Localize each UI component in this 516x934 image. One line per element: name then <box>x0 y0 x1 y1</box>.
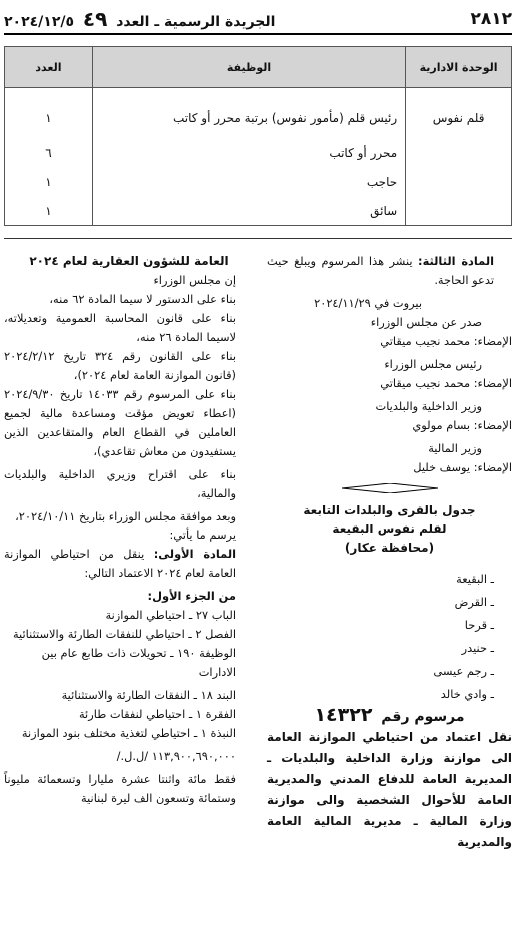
table-row <box>5 196 512 226</box>
villages-title: جدول بالقرى والبلدات التابعة <box>303 503 476 517</box>
villages-list <box>267 568 512 706</box>
page-header <box>4 6 512 32</box>
preamble-line: بناء على الدستور لا سيما المادة ٦٢ منه، <box>49 292 236 306</box>
signature-2: الإمضاء: محمد نجيب ميقاتي <box>380 376 512 390</box>
decree-label: مرسوم رقم <box>381 709 465 725</box>
table-cell-unit <box>406 167 512 196</box>
table-row <box>5 167 512 196</box>
finance-minister: وزير المالية <box>428 441 482 455</box>
signature-1: الإمضاء: محمد نجيب ميقاتي <box>380 334 512 348</box>
decree-number: ١٤٣٢٢ <box>314 704 373 726</box>
table-row <box>5 138 512 167</box>
table-cell-count: ١ <box>5 88 93 139</box>
list-item: ـ القرض <box>454 595 494 609</box>
decree-clause: يرسم ما يأتي: <box>169 528 236 542</box>
section-divider <box>4 238 512 239</box>
budget-line: الوظيفة ١٩٠ ـ تحويلات ذات طابع عام بين الادارات <box>41 646 236 679</box>
issue-date: ٢٠٢٤/١٢/٥ <box>4 14 75 30</box>
article-3-text: ينشر هذا المرسوم ويبلغ حيث تدعو الحاجة. <box>267 254 494 287</box>
gazette-name: الجريدة الرسمية ـ العدد <box>116 14 276 30</box>
preamble-line: بناء على اقتراح وزيري الداخلية والبلديات والمالية، <box>4 467 236 500</box>
list-item: ـ وادي خالد <box>440 687 494 701</box>
table-cell-count: ١ <box>5 196 93 226</box>
table-cell-job: حاجب <box>92 167 405 196</box>
list-item: ـ البقيعة <box>456 572 494 586</box>
villages-subtitle: لقلم نفوس البقيعة <box>332 522 447 536</box>
table-cell-count: ١ <box>5 167 93 196</box>
list-item: ـ حنيدر <box>461 641 494 655</box>
list-item: ـ قرحا <box>464 618 494 632</box>
article-3 <box>267 252 512 290</box>
diamond-divider-icon <box>342 483 438 493</box>
budget-line: الفصل ٢ ـ احتياطي للنفقات الطارئة والاستثنائية <box>12 627 236 641</box>
amount-words: فقط مائة واثنتا عشرة مليارا وتسعمائة مليوناً وستمائة وتسعون الف ليرة لبنانية <box>4 772 236 805</box>
issue-number: ٤٩ <box>82 7 108 31</box>
header-rule <box>4 33 512 35</box>
table-cell-unit: قلم نفوس <box>406 88 512 139</box>
preamble-line: بناء على المرسوم رقم ١٤٠٣٣ تاريخ ٢٠٢٤/٩/٣٠ (اعطاء تعويض مؤقت ومساعدة مالية لجميع العاملين في القطاع العام والمتقاعدين الذين يستفيدون من معاش تقاعدي)، <box>4 387 236 458</box>
budget-line: الباب ٢٧ ـ احتياطي الموازنة <box>105 608 236 622</box>
preamble-line: بناء على القانون رقم ٣٢٤ تاريخ ٢٠٢٤/٢/١٢ (قانون الموازنة العامة لعام ٢٠٢٤)، <box>4 349 237 382</box>
right-column <box>267 252 512 853</box>
decree-heading <box>267 706 512 727</box>
preamble-line: إن مجلس الوزراء <box>153 273 236 287</box>
article-3-label: المادة الثالثة: <box>418 254 495 268</box>
signature-3: الإمضاء: بسام مولوي <box>412 418 512 432</box>
column-header-job: الوظيفة <box>92 47 405 88</box>
page-number: ٢٨١٢ <box>470 9 512 29</box>
table-cell-count: ٦ <box>5 138 93 167</box>
article-1-label: المادة الأولى: <box>153 547 236 561</box>
staff-table <box>4 46 512 226</box>
table-cell-job: محرر أو كاتب <box>92 138 405 167</box>
signature-4: الإمضاء: يوسف خليل <box>413 460 512 474</box>
table-row <box>5 88 512 139</box>
column-header-count: العدد <box>5 47 93 88</box>
table-cell-unit <box>406 138 512 167</box>
budget-line: البند ١٨ ـ النفقات الطارئة والاستثنائية <box>61 688 236 702</box>
column-header-unit: الوحدة الادارية <box>406 47 512 88</box>
list-item: ـ رجم عيسى <box>433 664 494 678</box>
decree-title: نقل اعتماد من احتياطي الموازنة العامة الى موازنة وزارة الداخلية والبلديات ـ المديرية العامة للدفاع المدني والمديرية العامة للأحوال الشخصية والى موازنة وزارة المالية ـ مديرية المالية العامة والمديرية <box>267 730 512 849</box>
interior-minister: وزير الداخلية والبلديات <box>375 399 482 413</box>
table-cell-job: رئيس قلم (مأمور نفوس) برتبة محرر أو كاتب <box>92 88 405 139</box>
article-1-text: ينقل من احتياطي الموازنة العامة لعام ٢٠٢٤ الاعتماد التالي: <box>4 547 236 580</box>
issued-by: صدر عن مجلس الوزراء <box>370 315 482 329</box>
amount: ١١٣,٩٠٠,٦٩٠,٠٠٠ /ل.ل./ <box>116 749 236 763</box>
budget-line: الفقرة ١ ـ احتياطي لنفقات طارئة <box>78 707 236 721</box>
gazette-issue-line <box>4 7 275 31</box>
preamble-line: بناء على قانون المحاسبة العمومية وتعديلاته، لاسيما المادة ٢٦ منه، <box>4 311 236 344</box>
table-cell-job: سائق <box>92 196 405 226</box>
villages-region: (محافظة عكار) <box>344 541 435 555</box>
budget-line: النبذة ١ ـ احتياطي لتغذية مختلف بنود الموازنة <box>21 726 236 740</box>
table-cell-unit <box>406 196 512 226</box>
preamble-line: وبعد موافقة مجلس الوزراء بتاريخ ٢٠٢٤/١٠/١١، <box>15 509 236 523</box>
article-1 <box>4 545 254 583</box>
decree-title-continued: العامة للشؤون العقارية لعام ٢٠٢٤ <box>29 254 229 268</box>
date-place: بيروت في ٢٠٢٤/١١/٢٩ <box>314 296 422 310</box>
left-column <box>4 252 254 808</box>
pm-title: رئيس مجلس الوزراء <box>384 357 482 371</box>
budget-part: من الجزء الأول: <box>147 589 236 603</box>
